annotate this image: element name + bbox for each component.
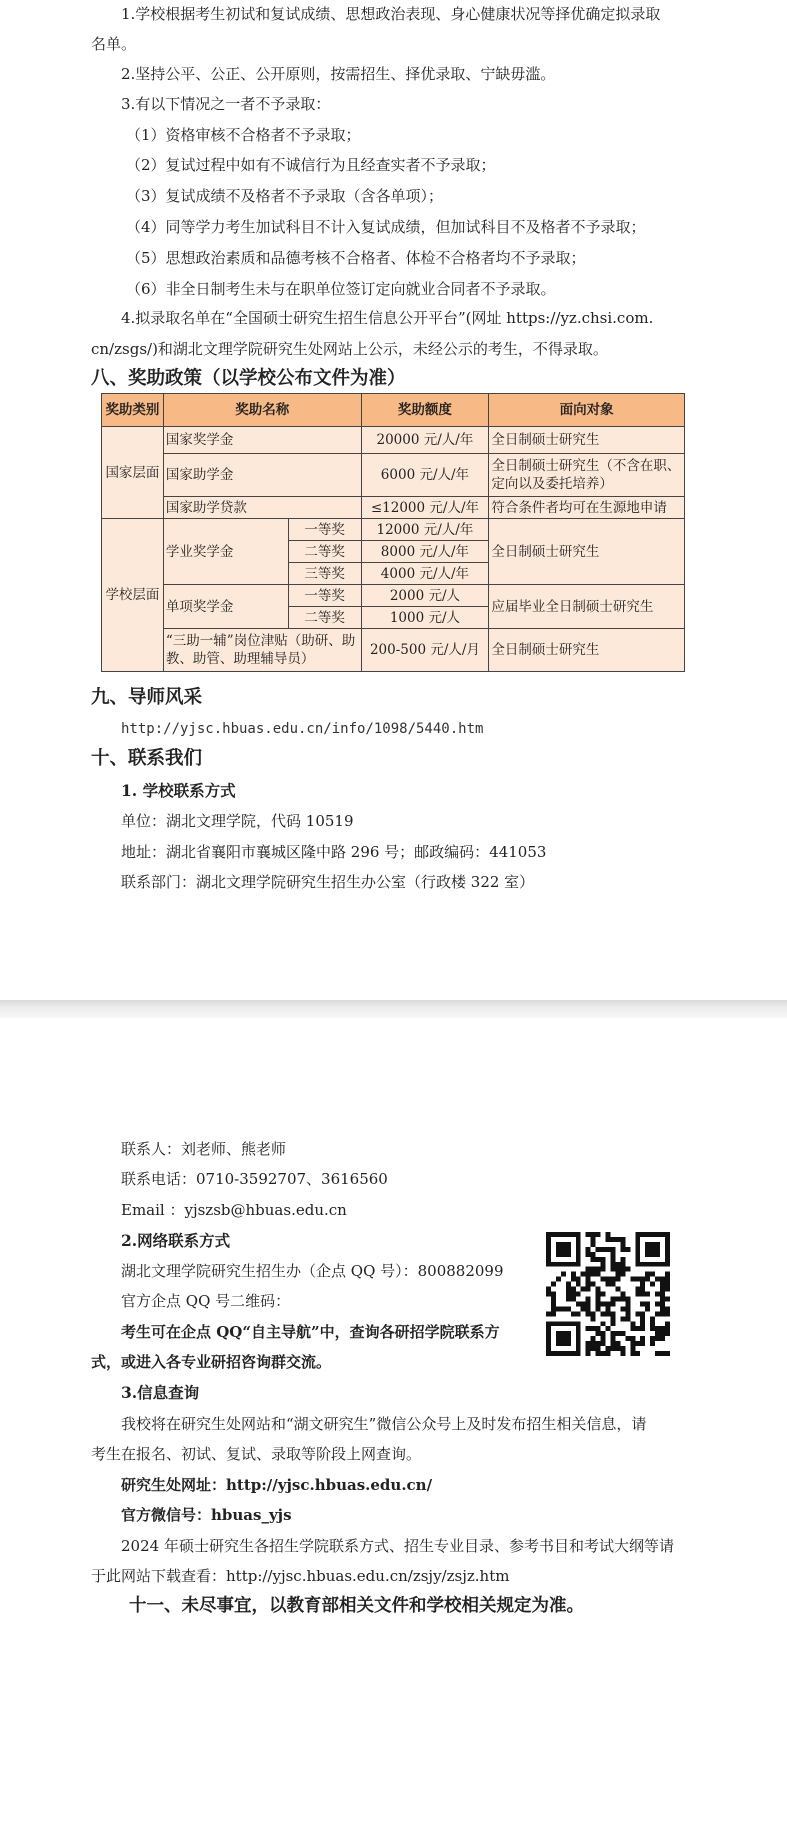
award-target: 全日制硕士研究生（不含在职、定向以及委托培养） (489, 454, 685, 497)
school-contact-heading: 1. 学校联系方式 (121, 781, 236, 800)
award-target: 符合条件者均可在生源地申请 (489, 497, 685, 519)
department-line: 联系部门：湖北文理学院研究生招生办公室（行政楼 322 室） (121, 873, 535, 891)
header-name: 奖助名称 (163, 394, 361, 427)
award-level: 一等奖 (288, 585, 361, 607)
download-line-a: 2024 年硕士研究生各招生学院联系方式、招生专业目录、参考书目和考试大纲等请 (121, 1537, 674, 1555)
section-10-title: 十、联系我们 (91, 748, 203, 769)
table-row (102, 427, 685, 454)
award-level: 二等奖 (288, 541, 361, 563)
award-amount: 8000 元/人/年 (361, 541, 489, 563)
award-name: 单项奖学金 (163, 585, 288, 629)
header-target: 面向对象 (489, 394, 685, 427)
rejection-item: （6）非全日制考生未与在职单位签订定向就业合同者不予录取。 (126, 280, 556, 298)
admission-rule-1b: 名单。 (91, 35, 137, 53)
award-policy-table (101, 393, 685, 672)
award-amount: ≤12000 元/人/年 (361, 497, 489, 519)
award-name: 国家助学金 (163, 454, 361, 497)
admission-rule-3: 3.有以下情况之一者不予录取： (121, 95, 331, 113)
table-row (102, 629, 685, 672)
qq-tip-line-a: 考生可在企点 QQ“自主导航”中，查询各研招学院联系方 (121, 1323, 500, 1341)
info-line-b: 考生在报名、初试、复试、录取等阶段上网查询。 (91, 1445, 422, 1463)
table-row (102, 585, 685, 607)
address-line: 地址：湖北省襄阳市襄城区隆中路 296 号；邮政编码：441053 (121, 843, 547, 861)
website-line[interactable]: 研究生处网址：http://yjsc.hbuas.edu.cn/ (121, 1476, 433, 1494)
award-level: 三等奖 (288, 563, 361, 585)
contact-person-line: 联系人：刘老师、熊老师 (121, 1140, 287, 1158)
section-9-title: 九、导师风采 (91, 687, 203, 708)
rejection-item: （2）复试过程中如有不诚信行为且经查实者不予录取； (126, 156, 496, 174)
header-category: 奖助类别 (102, 394, 164, 427)
admission-rule-2: 2.坚持公平、公正、公开原则，按需招生、择优录取、宁缺毋滥。 (121, 65, 556, 83)
award-amount: 6000 元/人/年 (361, 454, 489, 497)
award-level: 二等奖 (288, 607, 361, 629)
wechat-line: 官方微信号：hbuas_yjs (121, 1506, 292, 1524)
award-amount: 1000 元/人 (361, 607, 489, 629)
table-row (102, 519, 685, 541)
award-target: 全日制硕士研究生 (489, 427, 685, 454)
section-11-title: 十一、未尽事宜，以教育部相关文件和学校相关规定为准。 (129, 1596, 584, 1616)
rejection-item: （5）思想政治素质和品德考核不合格者、体检不合格者均不予录取； (126, 249, 586, 267)
page-separator (0, 1000, 787, 1018)
info-line-a: 我校将在研究生处网站和“湖文研究生”微信公众号上及时发布招生相关信息，请 (121, 1415, 647, 1433)
award-name: “三助一辅”岗位津贴（助研、助教、助管、助理辅导员） (163, 629, 361, 672)
award-amount: 200-500 元/人/月 (361, 629, 489, 672)
download-line-b[interactable]: 于此网站下载查看：http://yjsc.hbuas.edu.cn/zsjy/zsjz.htm (91, 1567, 510, 1585)
table-row (102, 454, 685, 497)
qr-label-line: 官方企点 QQ 号二维码： (121, 1292, 291, 1310)
rejection-item: （3）复试成绩不及格者不予录取（含各单项）； (126, 187, 444, 205)
award-name: 国家助学贷款 (163, 497, 361, 519)
section-8-title: 八、奖助政策（以学校公布文件为准） (91, 368, 406, 389)
admission-rule-1a: 1.学校根据考生初试和复试成绩、思想政治表现、身心健康状况等择优确定拟录取 (121, 5, 661, 23)
table-header-row (102, 394, 685, 427)
award-level: 一等奖 (288, 519, 361, 541)
award-target: 全日制硕士研究生 (489, 519, 685, 585)
award-name: 国家奖学金 (163, 427, 361, 454)
award-amount: 4000 元/人/年 (361, 563, 489, 585)
email-line[interactable]: Email ：yjszsb@hbuas.edu.cn (121, 1201, 347, 1219)
unit-line: 单位：湖北文理学院，代码 10519 (121, 812, 354, 830)
award-amount: 20000 元/人/年 (361, 427, 489, 454)
award-target: 全日制硕士研究生 (489, 629, 685, 672)
rejection-item: （4）同等学力考生加试科目不计入复试成绩，但加试科目不及格者不予录取； (126, 218, 646, 236)
category-national: 国家层面 (102, 427, 164, 519)
qq-line: 湖北文理学院研究生招生办（企点 QQ 号）：800882099 (121, 1262, 504, 1280)
admission-rule-4b: cn/zsgs/)和湖北文理学院研究生处网站上公示，未经公示的考生，不得录取。 (91, 340, 608, 358)
award-amount: 12000 元/人/年 (361, 519, 489, 541)
award-amount: 2000 元/人 (361, 585, 489, 607)
category-school: 学校层面 (102, 519, 164, 672)
award-name: 学业奖学金 (163, 519, 288, 585)
award-target: 应届毕业全日制硕士研究生 (489, 585, 685, 629)
info-query-heading: 3.信息查询 (121, 1383, 200, 1402)
qq-tip-line-b: 式，或进入各专业研招咨询群交流。 (91, 1353, 332, 1371)
phone-line: 联系电话：0710-3592707、3616560 (121, 1170, 388, 1188)
table-row (102, 497, 685, 519)
admission-rule-4a: 4.拟录取名单在“全国硕士研究生招生信息公开平台”(网址 https://yz.chsi.com. (121, 309, 654, 327)
mentor-link[interactable]: http://yjsc.hbuas.edu.cn/info/1098/5440.htm (121, 721, 484, 737)
header-amount: 奖助额度 (361, 394, 489, 427)
qq-qr-code-icon (546, 1232, 670, 1356)
rejection-item: （1）资格审核不合格者不予录取； (126, 126, 361, 144)
online-contact-heading: 2.网络联系方式 (121, 1231, 231, 1250)
